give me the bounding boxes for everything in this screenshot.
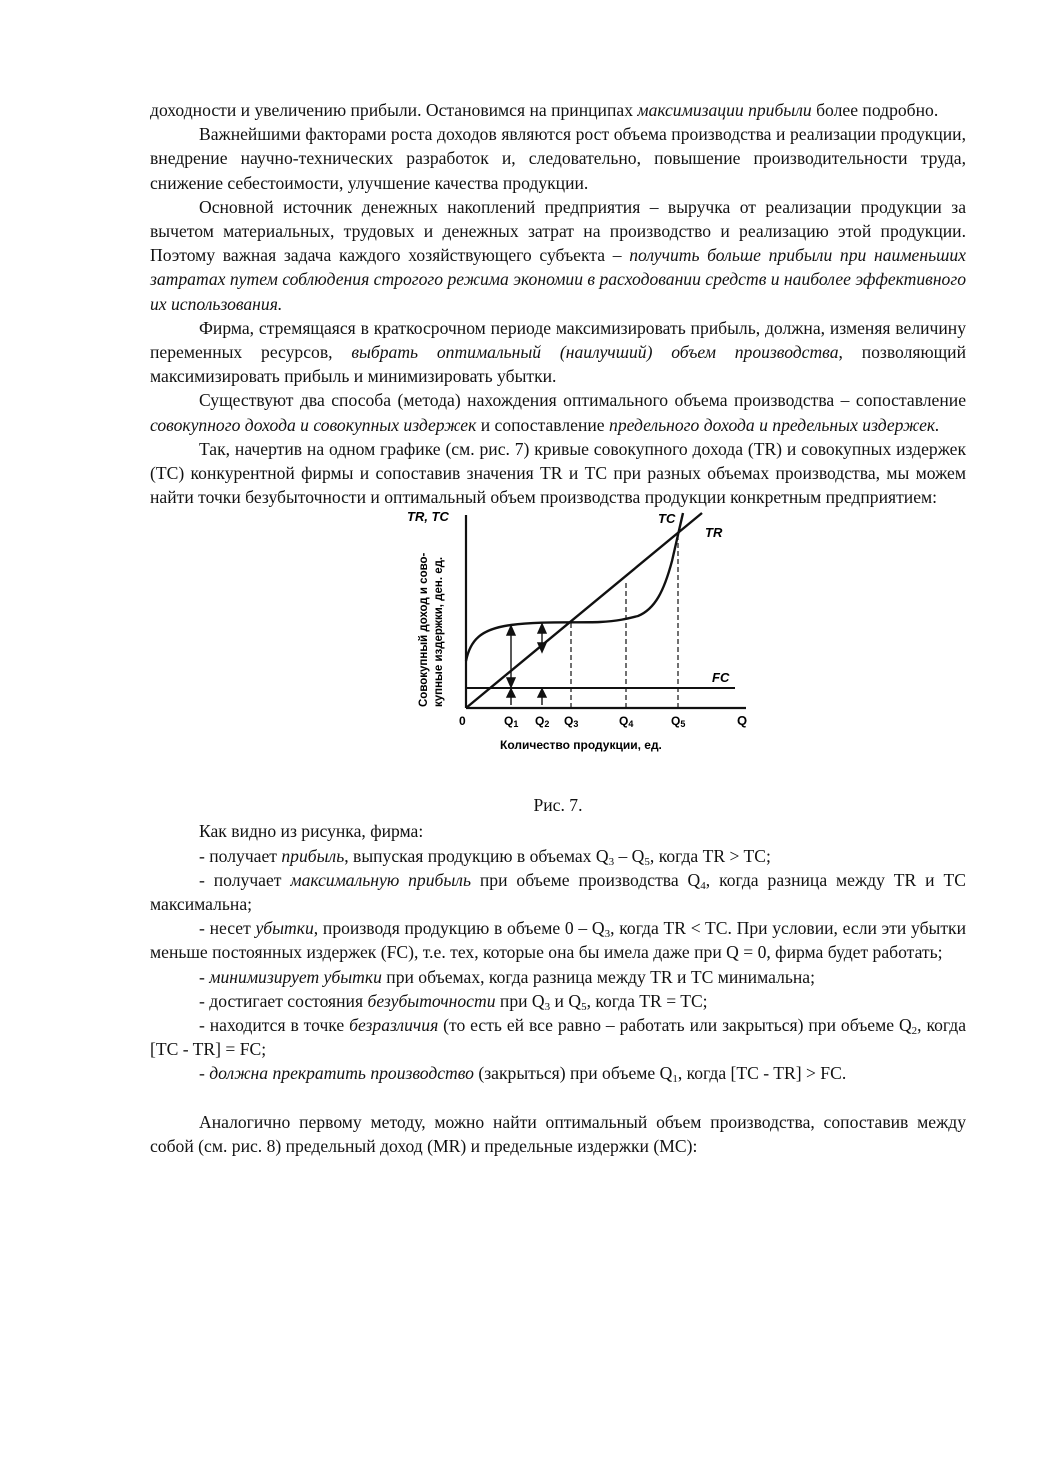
q2-arrows [538,624,546,705]
y-axis-title-line2: купные издержки, ден. ед. [433,557,445,708]
list-item-minimize-losses: - минимизирует убытки при объемах, когда разница между TR и TC минимальна; [199,966,815,987]
tc-series-label: TC [658,511,676,527]
x-tick-q1: Q1 [504,714,519,730]
list-item-losses: - несет убытки, производя продукцию в объеме $0 - Q_3$, когда TR < TC. При условии, если эти убытки меньше постоянных издержек (FC), т.е. тех, которые она бы имела даже при Q = 0, фирма будет работать; [150,918,966,963]
x-tick-q3: Q3 [564,714,579,730]
paragraph-3: Основной источник денежных накоплений предприятия – выручка от реализации продукции за вычетом материальных, трудовых и денежных затрат на производство и реализацию этой продукции. Поэтому важная задача каждого хозяйствующего субъекта – получить больше прибыли при наименьших затратах путем соблюдения строгого режима экономии в расходовании средств и наиболее эффективного их использования. [150,196,966,314]
list-item-breakeven: - достигает состояния безубыточности при $Q_3$ и $Q_5$, когда TR = TC; [199,990,708,1013]
list-intro: Как видно из рисунка, фирма: [199,821,424,842]
list-item-shutdown: - должна прекратить производство (закрыться) при объеме $Q_1$, когда [TC - TR] > FC. [199,1063,847,1086]
x-tick-q4: Q4 [619,714,634,730]
paragraph-5: Существуют два способа (метода) нахождения оптимального объема производства – сопоставление совокупного дохода и совокупных издержек и сопоставление предельного дохода и предельных издержек. [150,390,966,435]
tr-tc-chart [400,511,760,787]
list-item-indifference: - находится в точке безразличия (то есть ей все равно – работать или закрыться) при объеме $Q_2$, когда [TC - TR] = FC; [150,1015,966,1060]
tr-line [466,513,702,708]
origin-label: 0 [459,714,466,729]
y-axis-label: TR, TC [407,511,449,525]
figure-caption: Рис. 7. [533,795,583,816]
x-axis-label: Q [737,713,748,729]
y-axis-title-line1: Совокупный доход и сово- [418,553,430,708]
figure-7 [150,511,966,789]
document-page [150,98,966,1158]
tr-series-label: TR [705,525,723,541]
paragraph-2: Важнейшими факторами роста доходов являются рост объема производства и реализации продукции, внедрение научно-технических разработок и, следовательно, повышение производительности труда, снижение себестоимости, улучшение качества продукции. [150,124,966,193]
x-axis-title: Количество продукции, ед. [500,738,662,753]
x-tick-q5: Q5 [671,714,686,730]
x-tick-q2: Q2 [535,714,550,730]
paragraph-6: Так, начертив на одном графике (см. рис. 7) кривые совокупного дохода (TR) и совокупных издержек (TC) конкурентной фирмы и сопоставив значения TR и TC при разных объемах производства, мы можем найти точки безубыточности и оптимальный объем производства продукции конкретным предприятием: [150,438,966,508]
paragraph-4: Фирма, стремящаяся в краткосрочном периоде максимизировать прибыль, должна, изменяя величину переменных ресурсов, выбрать оптимальный (наилучший) объем производства, позволяющий максимизировать прибыль и минимизировать убытки. [150,317,967,387]
paragraph-final: Аналогично первому методу, можно найти оптимальный объем производства, сопоставив между собой (см. рис. 8) предельный доход (MR) и предельные издержки (MC): [150,1111,966,1156]
list-item-profit: - получает прибыль, выпуская продукцию в объемах $Q_3 - Q_5$, когда TR > TC; [199,845,771,868]
q1-arrows [507,626,515,705]
list-item-max-profit: - получает максимальную прибыль при объеме производства $Q_4$, когда разница между TR и TC максимальна; [150,869,966,915]
tc-curve [466,513,683,661]
fc-series-label: FC [712,670,730,686]
paragraph-1: доходности и увеличению прибыли. Остановимся на принципах максимизации прибыли более подробно. [150,100,939,120]
